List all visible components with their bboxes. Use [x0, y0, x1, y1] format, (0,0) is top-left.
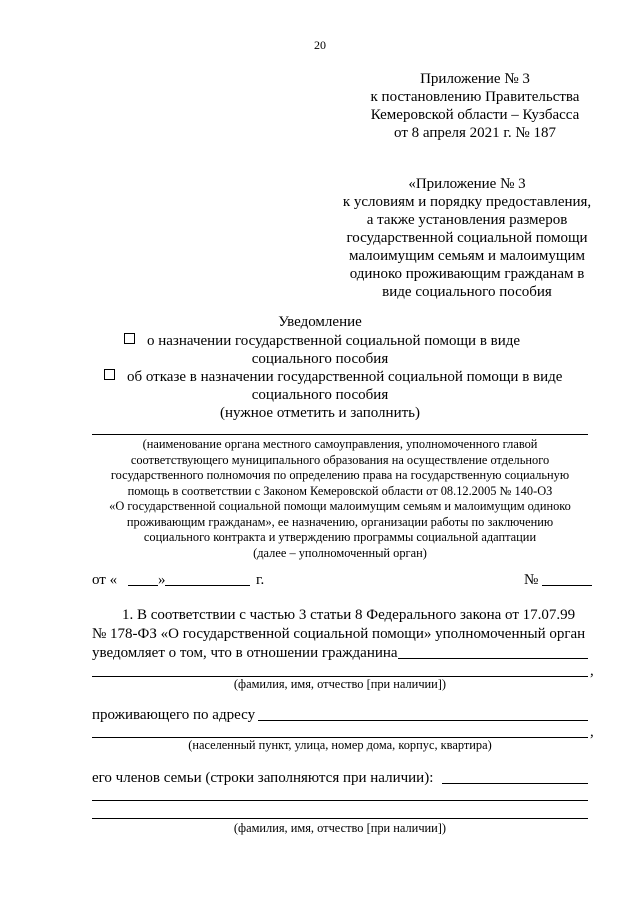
header-line: а также установления размеров [366, 212, 568, 228]
line-comma: , [590, 724, 594, 740]
caption-line: соответствующего муниципального образования на осуществление отдельного [130, 452, 550, 467]
caption-line: проживающим гражданам», ее назначению, организации работы по заключению [126, 514, 554, 529]
caption-fio: (фамилия, имя, отчество [при наличии]) [233, 677, 447, 691]
authority-caption [82, 437, 598, 561]
caption-line: социального контракта и утверждению программы социальной адаптации [143, 530, 537, 544]
caption-line: (наименование органа местного самоуправления, уполномоченного главой [142, 437, 538, 451]
family-label: его членов семьи (строки заполняются при наличии): [92, 770, 434, 786]
checkbox-refuse[interactable] [104, 369, 115, 380]
family-field-line3[interactable] [92, 818, 588, 819]
option-grant-label: о назначении государственной социальной помощи в виде [147, 333, 521, 349]
caption-line: «О государственной социальной помощи малоимущим семьям и малоимущим одиноко [109, 499, 571, 513]
header-appendix-block [355, 70, 595, 142]
header-line: «Приложение № 3 [408, 176, 526, 192]
date-year-suffix: г. [256, 572, 265, 588]
citizen-name-field[interactable] [398, 658, 588, 659]
line-comma: , [590, 663, 594, 679]
option-refuse-line2: социального пособия [251, 387, 389, 403]
para1-line3: уведомляет о том, что в отношении гражданина [92, 645, 398, 661]
header-line: Кемеровской области – Кузбасса [370, 107, 580, 123]
date-month-field[interactable] [165, 585, 250, 586]
notice-hint: (нужное отметить и заполнить) [220, 405, 420, 421]
authority-name-field[interactable] [92, 434, 588, 435]
caption-line: государственного полномочия по определению права на государственную социальную [110, 468, 570, 482]
number-sign: № [524, 572, 539, 588]
header-line: малоимущим семьям и малоимущим [348, 248, 585, 264]
date-day-field[interactable] [128, 585, 158, 586]
caption-address: (населенный пункт, улица, номер дома, корпус, квартира) [188, 738, 492, 752]
header-line: от 8 апреля 2021 г. № 187 [394, 125, 556, 141]
caption-fio-family: (фамилия, имя, отчество [при наличии]) [233, 821, 447, 835]
date-from-label: от « [92, 572, 118, 588]
notice-title: Уведомление [278, 314, 362, 330]
header-line: к условиям и порядку предоставления, [342, 194, 592, 210]
header-line: одиноко проживающим гражданам в [349, 266, 585, 282]
address-field[interactable] [258, 720, 588, 721]
caption-line: помощь в соответствии с Законом Кемеровской области от 08.12.2005 № 140-ОЗ [127, 483, 553, 498]
option-refuse-label: об отказе в назначении государственной социальной помощи в виде [127, 369, 563, 385]
family-field-line2[interactable] [92, 800, 588, 801]
header-conditions-block [322, 175, 612, 301]
caption-line: (далее – уполномоченный орган) [253, 545, 427, 560]
family-field[interactable] [442, 783, 588, 784]
para1-line1: 1. В соответствии с частью 3 статьи 8 Федерального закона от 17.07.99 [122, 607, 576, 623]
header-line: к постановлению Правительства [370, 89, 580, 105]
date-quote-close: » [158, 572, 166, 588]
option-grant-line2: социального пособия [251, 351, 389, 367]
header-line: государственной социальной помощи [346, 230, 588, 246]
notice-number-field[interactable] [542, 585, 592, 586]
header-line: Приложение № 3 [420, 71, 530, 87]
page-number: 20 [314, 38, 326, 52]
option-grant[interactable] [124, 332, 520, 350]
para1-line2: № 178-ФЗ «О государственной социальной помощи» уполномоченный орган [92, 626, 586, 642]
option-refuse[interactable] [104, 368, 562, 386]
header-line: виде социального пособия [382, 284, 552, 300]
checkbox-grant[interactable] [124, 333, 135, 344]
residing-label: проживающего по адресу [92, 707, 256, 723]
